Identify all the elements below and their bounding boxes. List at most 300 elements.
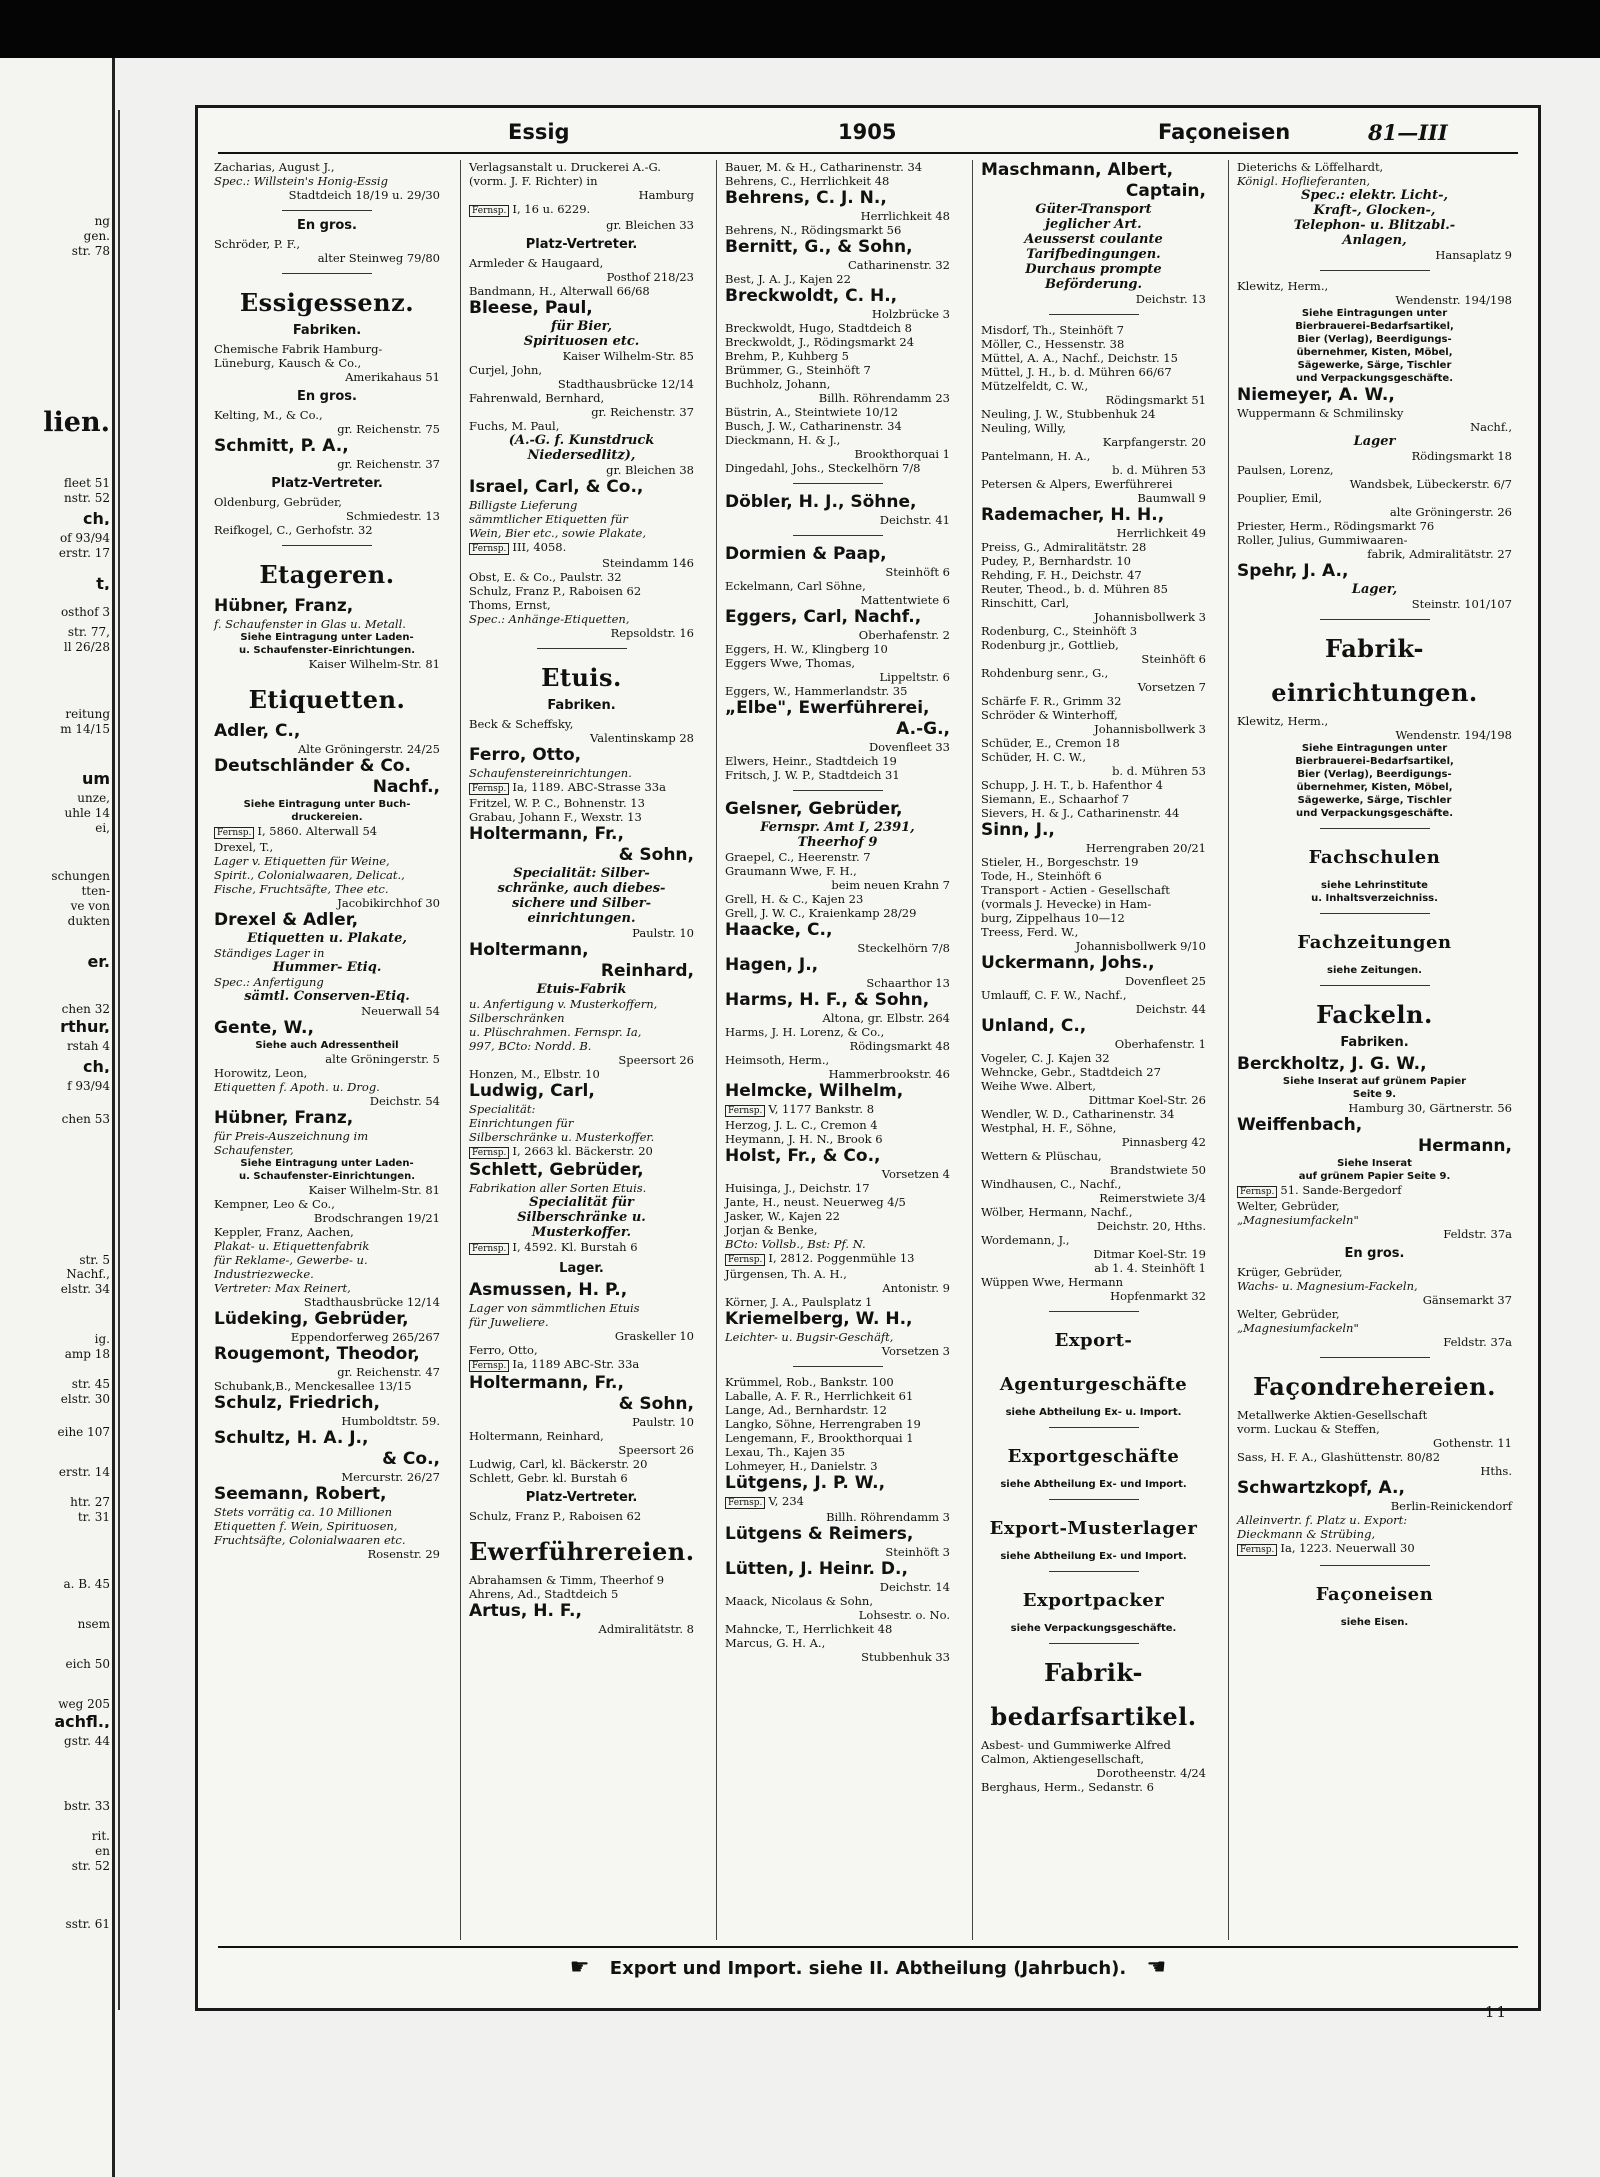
subheading: En gros. — [297, 389, 357, 404]
reference-note: u. Inhaltsverzeichniss. — [1311, 893, 1438, 904]
entry-line: Schulz, Franz P., Raboisen 62 — [469, 584, 642, 598]
address-line: Kaiser Wilhelm-Str. 81 — [308, 657, 440, 671]
address-line: Vorsetzen 3 — [881, 1344, 950, 1358]
telephone-line — [1237, 1541, 1512, 1557]
address-line: Holzbrücke 3 — [871, 307, 950, 321]
entry-line: Ferro, Otto, — [469, 1343, 538, 1357]
address-line: Berlin-Reinickendorf — [1390, 1499, 1512, 1513]
advert-line: Lager — [1353, 434, 1396, 449]
margin-fragment: nsem — [77, 1618, 110, 1631]
entry-line: Drexel, T., — [214, 840, 274, 854]
entry-line: Kelting, M., & Co., — [214, 408, 323, 422]
note-line: Königl. Hoflieferanten, — [1237, 174, 1371, 188]
entry-line: Schulz, Franz P., Raboisen 62 — [469, 1509, 642, 1523]
entry-line: Schubank,B., Menckesallee 13/15 — [214, 1379, 412, 1393]
telephone-number: Ia, 1189 ABC-Str. 33a — [512, 1357, 640, 1371]
note-line: Vertreter: Max Reinert, — [214, 1281, 351, 1295]
address-line: Oberhafenstr. 1 — [1114, 1037, 1206, 1051]
entry-line: Paulsen, Lorenz, — [1237, 463, 1334, 477]
address-line: Stadtdeich 18/19 u. 29/30 — [288, 188, 440, 202]
entry-line: Obst, E. & Co., Paulstr. 32 — [469, 570, 622, 584]
note-line: Ständiges Lager in — [214, 946, 325, 960]
reference-note: siehe Verpackungsgeschäfte. — [1010, 1623, 1177, 1634]
advert-line: Spirituosen etc. — [523, 334, 640, 349]
address-line: Mattentwiete 6 — [860, 593, 950, 607]
reference-note: siehe Abtheilung Ex- u. Import. — [1005, 1407, 1182, 1418]
entry-line: Welter, Gebrüder, — [1237, 1307, 1340, 1321]
advert-line: Lager, — [1351, 582, 1398, 597]
advert-line: einrichtungen. — [527, 911, 636, 926]
entry-line: Schüder, E., Cremon 18 — [981, 736, 1120, 750]
entry-line: Kempner, Leo & Co., — [214, 1197, 335, 1211]
entry-line: Heimsoth, Herm., — [725, 1053, 830, 1067]
note-line: Silberschränke u. Musterkoffer. — [469, 1130, 655, 1144]
address-line: Brandstwiete 50 — [1109, 1163, 1206, 1177]
address-line: Hammerbrookstr. 46 — [828, 1067, 950, 1081]
note-line: „Magnesiumfackeln" — [1237, 1321, 1359, 1335]
address-line: Deichstr. 14 — [879, 1580, 950, 1594]
address-line: Posthof 218/23 — [606, 270, 694, 284]
firm-name: Behrens, C. J. N., — [725, 188, 887, 208]
entry-line: Rohdenburg senr., G., — [981, 666, 1109, 680]
advert-line: Hummer- Etiq. — [272, 960, 382, 975]
entry-line: Schupp, J. H. T., b. Hafenthor 4 — [981, 778, 1163, 792]
column-1 — [206, 160, 446, 1940]
advert-line: sichere und Silber- — [512, 896, 651, 911]
entry-line: Fuchs, M. Paul, — [469, 419, 560, 433]
advert-line: Beförderung. — [1044, 277, 1143, 292]
entry-line: Horowitz, Leon, — [214, 1066, 308, 1080]
address-line: Feldstr. 37a — [1443, 1335, 1512, 1349]
entry-line: Langko, Söhne, Herrengraben 19 — [725, 1417, 921, 1431]
header-page-number: 81—III — [1368, 120, 1448, 145]
reference-note: Siehe Eintragung unter Laden- — [240, 1158, 414, 1169]
address-line: Catharinenstr. 32 — [847, 258, 950, 272]
margin-fragment: str. 5 — [79, 1254, 110, 1267]
address-line: Stadthausbrücke 12/14 — [557, 377, 694, 391]
entry-line: Rinschitt, Carl, — [981, 596, 1070, 610]
margin-fragment: ll 26/28 — [63, 641, 110, 654]
entry-line: Lexau, Th., Kajen 35 — [725, 1445, 846, 1459]
address-line: Lippeltstr. 6 — [879, 670, 950, 684]
margin-fragment: a. B. 45 — [63, 1578, 110, 1591]
entry-line: Laballe, A. F. R., Herrlichkeit 61 — [725, 1389, 914, 1403]
note-line: Dieckmann & Strübing, — [1237, 1527, 1376, 1541]
firm-name: Holtermann, Fr., — [469, 824, 624, 844]
footer-text: Export und Import. siehe II. Abtheilung (Jahrbuch). — [609, 1958, 1127, 1979]
firm-name: „Elbe", Ewerführerei, — [725, 698, 930, 718]
entry-line: Metallwerke Aktien-Gesellschaft — [1237, 1408, 1428, 1422]
entry-line: Stieler, H., Borgeschstr. 19 — [981, 855, 1139, 869]
margin-fragment: chen 32 — [61, 1003, 110, 1016]
divider — [1049, 1311, 1139, 1312]
entry-line: Westphal, H. F., Söhne, — [981, 1121, 1117, 1135]
note-line: Fische, Fruchtsäfte, Thee etc. — [214, 882, 389, 896]
margin-fragment: uhle 14 — [64, 807, 110, 820]
entry-line: Graepel, C., Heerenstr. 7 — [725, 850, 871, 864]
entry-line: Rodenburg, C., Steinhöft 3 — [981, 624, 1138, 638]
telephone-number: Ia, 1189. ABC-Strasse 33a — [512, 780, 666, 794]
address-line: Alte Gröningerstr. 24/25 — [297, 742, 440, 756]
entry-line: Wettern & Plüschau, — [981, 1149, 1102, 1163]
address-line: Deichstr. 54 — [369, 1094, 440, 1108]
reference-note: Sägewerke, Särge, Tischler — [1297, 360, 1452, 371]
address-line: Johannisbollwerk 3 — [1094, 610, 1206, 624]
telephone-line — [725, 1102, 950, 1118]
telephone-label: Fernsp. — [725, 1105, 765, 1117]
subheading: En gros. — [1344, 1246, 1405, 1261]
margin-fragment: Nachf., — [66, 1268, 110, 1281]
margin-fragment: ve von — [70, 900, 110, 913]
address-line: Feldstr. 37a — [1443, 1227, 1512, 1241]
advert-line: Kraft-, Glocken-, — [1313, 203, 1436, 218]
firm-name: Holtermann, — [469, 940, 589, 960]
entry-line: Breckwoldt, J., Rödingsmarkt 24 — [725, 335, 915, 349]
telephone-number: Ia, 1223. Neuerwall 30 — [1280, 1541, 1415, 1555]
subheading: Fabriken. — [547, 698, 616, 713]
entry-line: Tode, H., Steinhöft 6 — [981, 869, 1102, 883]
firm-name: Artus, H. F., — [469, 1601, 582, 1621]
reference-note: Siehe Eintragung unter Laden- — [240, 632, 414, 643]
entry-line: Dieckmann, H. & J., — [725, 433, 841, 447]
divider — [537, 648, 627, 649]
address-line: Dittmar Koel-Str. 26 — [1088, 1093, 1206, 1107]
telephone-number: III, 4058. — [512, 540, 567, 554]
entry-line: Best, J. A. J., Kajen 22 — [725, 272, 851, 286]
firm-name-cont: & Sohn, — [618, 1394, 694, 1414]
pointing-hand-right-icon: ☚ — [1146, 1955, 1167, 1980]
address-line: Herrengraben 20/21 — [1085, 841, 1206, 855]
entry-line: Klewitz, Herm., — [1237, 714, 1329, 728]
note-line: Plakat- u. Etiquettenfabrik — [214, 1239, 370, 1253]
subheading: Fabriken. — [292, 323, 362, 338]
telephone-line — [469, 1357, 694, 1373]
advert-line: Güter-Transport — [1035, 202, 1152, 217]
entry-line: Schüder, H. C. W., — [981, 750, 1087, 764]
section-heading: Fachzeitungen — [1297, 932, 1452, 953]
advert-line: Durchaus prompte — [1025, 262, 1162, 277]
reference-note: u. Schaufenster-Einrichtungen. — [238, 1171, 416, 1182]
note-line: Wachs- u. Magnesium-Fackeln, — [1237, 1279, 1418, 1293]
subheading: En gros. — [297, 218, 357, 233]
address-line: Reimerstwiete 3/4 — [1099, 1191, 1206, 1205]
note-line: Schaufenster, — [214, 1143, 294, 1157]
reference-note: Siehe Inserat — [1337, 1158, 1412, 1169]
divider — [1320, 828, 1430, 829]
margin-fragment: achfl., — [54, 1715, 110, 1728]
entry-line: Curjel, John, — [469, 363, 543, 377]
address-line: Brookthorquai 1 — [854, 447, 950, 461]
section-heading: Fabrik- — [1325, 634, 1424, 663]
entry-line: Lüneburg, Kausch & Co., — [214, 356, 362, 370]
entry-line: Chemische Fabrik Hamburg- — [214, 342, 383, 356]
firm-name: Holtermann, Fr., — [469, 1373, 624, 1393]
address-line: alter Steinweg 79/80 — [317, 251, 440, 265]
margin-fragment: ng — [94, 215, 110, 228]
reference-note: und Verpackungsgeschäfte. — [1295, 373, 1454, 384]
column-2 — [460, 160, 700, 1940]
telephone-line — [1237, 1183, 1512, 1199]
firm-name: Rougemont, Theodor, — [214, 1344, 420, 1364]
firm-name: Hübner, Franz, — [214, 596, 354, 616]
advert-line: Musterkoffer. — [531, 1225, 632, 1240]
note-line: Billigste Lieferung — [469, 498, 578, 512]
entry-line: Wordemann, J., — [981, 1233, 1070, 1247]
section-heading: bedarfsartikel. — [990, 1702, 1197, 1731]
address-line: Herrlichkeit 48 — [860, 209, 950, 223]
address-line: Neuerwall 54 — [361, 1004, 440, 1018]
entry-line: Brümmer, G., Steinhöft 7 — [725, 363, 871, 377]
margin-fragment: eihe 107 — [57, 1426, 110, 1439]
address-line: gr. Bleichen 38 — [606, 463, 694, 477]
address-line: Rosenstr. 29 — [367, 1547, 440, 1561]
firm-name: Schmitt, P. A., — [214, 436, 349, 456]
address-line: Humboldtstr. 59. — [341, 1414, 440, 1428]
divider — [1049, 1571, 1139, 1572]
note-line: für Juweliere. — [469, 1315, 549, 1329]
note-line: Einrichtungen für — [469, 1116, 574, 1130]
section-heading: Façoneisen — [1315, 1584, 1434, 1605]
address-line: Steinstr. 101/107 — [1411, 597, 1512, 611]
address-line: Vorsetzen 4 — [881, 1167, 950, 1181]
address-line: b. d. Mühren 53 — [1112, 764, 1206, 778]
advert-line: für Bier, — [550, 319, 613, 334]
address-line: Jacobikirchhof 30 — [337, 896, 440, 910]
margin-fragment: gen. — [83, 230, 110, 243]
address-line: Amerikahaus 51 — [345, 370, 440, 384]
margin-fragment: t, — [96, 577, 110, 590]
address-line: Gänsemarkt 37 — [1422, 1293, 1512, 1307]
firm-name: Hübner, Franz, — [214, 1108, 354, 1128]
reference-note: Sägewerke, Särge, Tischler — [1297, 795, 1452, 806]
address-line: Speersort 26 — [618, 1443, 694, 1457]
entry-line: Bauer, M. & H., Catharinenstr. 34 — [725, 160, 923, 174]
margin-fragment: ei, — [95, 822, 110, 835]
entry-line: Fritzel, W. P. C., Bohnenstr. 13 — [469, 796, 645, 810]
margin-fragment: dukten — [67, 915, 110, 928]
margin-fragment: nstr. 52 — [63, 492, 110, 505]
entry-line: Bandmann, H., Alterwall 66/68 — [469, 284, 650, 298]
subheading: Platz-Vertreter. — [271, 476, 383, 491]
margin-fragment: ig. — [94, 1333, 110, 1346]
address-line: Speersort 26 — [618, 1053, 694, 1067]
address-line: Hopfenmarkt 32 — [1110, 1289, 1206, 1303]
entry-line: Krüger, Gebrüder, — [1237, 1265, 1343, 1279]
advert-line: (A.-G. f. Kunstdruck — [508, 433, 655, 448]
margin-fragment: ch, — [83, 1060, 110, 1073]
firm-name-cont: & Sohn, — [618, 845, 694, 865]
telephone-number: I, 4592. Kl. Burstah 6 — [512, 1240, 638, 1254]
telephone-line — [469, 540, 694, 556]
note-line: Spec.: Anfertigung — [214, 975, 324, 989]
entry-line: Roller, Julius, Gummiwaaren- — [1237, 533, 1408, 547]
reference-note: übernehmer, Kisten, Möbel, — [1296, 347, 1453, 358]
firm-name: Adler, C., — [214, 721, 301, 741]
margin-fragment: tten- — [81, 885, 110, 898]
firm-name: Breckwoldt, C. H., — [725, 286, 898, 306]
note-line: für Preis-Auszeichnung im — [214, 1129, 369, 1143]
telephone-number: V, 1177 Bankstr. 8 — [768, 1102, 875, 1116]
divider — [793, 790, 883, 791]
margin-fragment: str. 45 — [71, 1378, 110, 1391]
note-line: Leichter- u. Bugsir-Geschäft, — [725, 1330, 894, 1344]
address-line: Hansaplatz 9 — [1435, 248, 1512, 262]
firm-name: Gelsner, Gebrüder, — [725, 799, 903, 819]
note-line: Industriezwecke. — [214, 1267, 314, 1281]
firm-name: Ludwig, Carl, — [469, 1081, 595, 1101]
section-heading: Ewerführereien. — [469, 1537, 695, 1566]
address-line: Hamburg 30, Gärtnerstr. 56 — [1348, 1101, 1512, 1115]
entry-line: Busch, J. W., Catharinenstr. 34 — [725, 419, 902, 433]
entry-line: Maack, Nicolaus & Sohn, — [725, 1594, 873, 1608]
margin-fragment: rstah 4 — [66, 1040, 110, 1053]
address-line: Hamburg — [638, 188, 694, 202]
firm-name-cont: Nachf., — [372, 777, 440, 797]
section-heading: einrichtungen. — [1271, 678, 1478, 707]
reference-note: u. Schaufenster-Einrichtungen. — [238, 645, 416, 656]
entry-line: Wendler, W. D., Catharinenstr. 34 — [981, 1107, 1175, 1121]
header-right-keyword: Façoneisen — [1158, 120, 1291, 144]
firm-name: Seemann, Robert, — [214, 1484, 387, 1504]
firm-name-cont: A.-G., — [896, 719, 950, 739]
address-line: Oberhafenstr. 2 — [858, 628, 950, 642]
entry-line: Huisinga, J., Deichstr. 17 — [725, 1181, 870, 1195]
entry-line: Transport - Actien - Gesellschaft — [981, 883, 1170, 897]
firm-name: Niemeyer, A. W., — [1237, 385, 1395, 405]
divider — [793, 483, 883, 484]
note-line: Spec.: Willstein's Honig-Essig — [214, 174, 388, 188]
entry-line: Jasker, W., Kajen 22 — [725, 1209, 840, 1223]
margin-fragment: f 93/94 — [67, 1080, 110, 1093]
margin-fragment: erstr. 14 — [58, 1466, 110, 1479]
entry-line: Beck & Scheffsky, — [469, 717, 574, 731]
section-heading: Fackeln. — [1316, 1000, 1433, 1029]
note-line: u. Plüschrahmen. Fernspr. Ia, — [469, 1025, 642, 1039]
telephone-line — [469, 1144, 694, 1160]
reference-note: siehe Abtheilung Ex- und Import. — [1000, 1551, 1187, 1562]
reference-note: Bier (Verlag), Beerdigungs- — [1297, 769, 1452, 780]
entry-line: Wüppen Wwe, Hermann — [981, 1275, 1124, 1289]
telephone-number: V, 234 — [768, 1494, 804, 1508]
address-line: Herrlichkeit 49 — [1116, 526, 1206, 540]
note-line: Etiquetten f. Wein, Spirituosen, — [214, 1519, 398, 1533]
entry-line: Ahrens, Ad., Stadtdeich 5 — [469, 1587, 619, 1601]
entry-line: Brehm, P., Kuhberg 5 — [725, 349, 849, 363]
address-line: Billh. Röhrendamm 23 — [818, 391, 950, 405]
address-line: Deichstr. 41 — [879, 513, 950, 527]
entry-line: Fahrenwald, Bernhard, — [469, 391, 605, 405]
firm-name: Uckermann, Johs., — [981, 953, 1155, 973]
margin-fragment: rit. — [91, 1830, 110, 1843]
address-line: Dovenfleet 25 — [1124, 974, 1206, 988]
firm-name: Unland, C., — [981, 1016, 1087, 1036]
firm-name-cont: Captain, — [1125, 181, 1206, 201]
entry-line: Körner, J. A., Paulsplatz 1 — [725, 1295, 873, 1309]
margin-fragment: tr. 31 — [77, 1511, 110, 1524]
column-3 — [716, 160, 956, 1940]
advert-line: jeglicher Art. — [1045, 217, 1142, 232]
telephone-label: Fernsp. — [725, 1254, 765, 1266]
entry-line: Müttel, A. A., Nachf., Deichstr. 15 — [981, 351, 1178, 365]
firm-name: Sinn, J., — [981, 820, 1055, 840]
firm-name: Drexel & Adler, — [214, 910, 359, 930]
entry-line: Ludwig, Carl, kl. Bäckerstr. 20 — [469, 1457, 648, 1471]
firm-name: Weiffenbach, — [1237, 1115, 1363, 1135]
entry-line: vorm. Luckau & Steffen, — [1237, 1422, 1380, 1436]
margin-fragment: str. 52 — [71, 1860, 110, 1873]
margin-fragment: erstr. 17 — [58, 547, 110, 560]
entry-line: Holtermann, Reinhard, — [469, 1429, 604, 1443]
section-heading: Fachschulen — [1308, 847, 1441, 868]
firm-name: Lüdeking, Gebrüder, — [214, 1309, 409, 1329]
section-heading: Exportpacker — [1022, 1590, 1165, 1611]
address-line: Johannisbollwerk 9/10 — [1075, 939, 1206, 953]
scan-border-top — [0, 0, 1600, 58]
address-line: Kaiser Wilhelm-Str. 81 — [308, 1183, 440, 1197]
entry-line: Schlett, Gebr. kl. Burstah 6 — [469, 1471, 628, 1485]
entry-line: Eckelmann, Carl Söhne, — [725, 579, 866, 593]
note-line: für Reklame-, Gewerbe- u. — [214, 1253, 368, 1267]
entry-line: Graumann Wwe, F. H., — [725, 864, 857, 878]
telephone-number: I, 2663 kl. Bäckerstr. 20 — [512, 1144, 653, 1158]
address-line: beim neuen Krahn 7 — [831, 878, 950, 892]
note-line: Wein, Bier etc., sowie Plakate, — [469, 526, 646, 540]
entry-line: Verlagsanstalt u. Druckerei A.-G. — [469, 160, 661, 174]
divider — [1049, 1643, 1139, 1644]
telephone-label: Fernsp. — [214, 827, 254, 839]
subheading: Lager. — [559, 1261, 604, 1276]
address-line: Ditmar Koel-Str. 19 — [1093, 1247, 1206, 1261]
entry-line: Klewitz, Herm., — [1237, 279, 1329, 293]
margin-fragment: str. 77, — [67, 626, 110, 639]
reference-note: Bierbrauerei-Bedarfsartikel, — [1295, 321, 1454, 332]
firm-name: Asmussen, H. P., — [469, 1280, 628, 1300]
advert-line: Theerhof 9 — [797, 835, 878, 850]
telephone-line — [725, 1251, 950, 1267]
address-line: Stubbenhuk 33 — [861, 1650, 950, 1664]
firm-name: Harms, H. F., & Sohn, — [725, 990, 930, 1010]
margin-fragment: bstr. 33 — [64, 1800, 110, 1813]
reference-note: Bierbrauerei-Bedarfsartikel, — [1295, 756, 1454, 767]
entry-line: Zacharias, August J., — [214, 160, 335, 174]
entry-line: Grell, H. & C., Kajen 23 — [725, 892, 864, 906]
address-line: gr. Reichenstr. 75 — [337, 422, 440, 436]
entry-line: Herzog, J. L. C., Cremon 4 — [725, 1118, 878, 1132]
address-line: Steinhöft 3 — [885, 1545, 950, 1559]
advert-line: Tarifbedingungen. — [1026, 247, 1161, 262]
entry-line: Mützelfeldt, C. W., — [981, 379, 1089, 393]
margin-fragment: um — [81, 772, 110, 785]
address-line: Brodschrangen 19/21 — [313, 1211, 440, 1225]
reference-note: Bier (Verlag), Beerdigungs- — [1297, 334, 1452, 345]
address-line: Kaiser Wilhelm-Str. 85 — [562, 349, 694, 363]
entry-line: Lengemann, F., Brookthorquai 1 — [725, 1431, 914, 1445]
note-line: Etiquetten f. Apoth. u. Drog. — [214, 1080, 380, 1094]
firm-name: Helmcke, Wilhelm, — [725, 1081, 904, 1101]
note-line: Specialität: — [469, 1102, 536, 1116]
firm-name-cont: Hermann, — [1418, 1136, 1512, 1156]
entry-line: Berghaus, Herm., Sedanstr. 6 — [981, 1780, 1154, 1794]
address-line: Baumwall 9 — [1137, 491, 1206, 505]
section-heading: Export-Musterlager — [989, 1518, 1198, 1539]
telephone-line — [469, 1240, 694, 1256]
advert-line: Silberschränke u. — [517, 1210, 646, 1225]
address-line: Deichstr. 44 — [1135, 1002, 1206, 1016]
footer-notice — [218, 1946, 1518, 1988]
entry-line: Heymann, J. H. N., Brook 6 — [725, 1132, 883, 1146]
margin-fragment: reitung — [65, 708, 110, 721]
entry-line: Armleder & Haugaard, — [469, 256, 604, 270]
